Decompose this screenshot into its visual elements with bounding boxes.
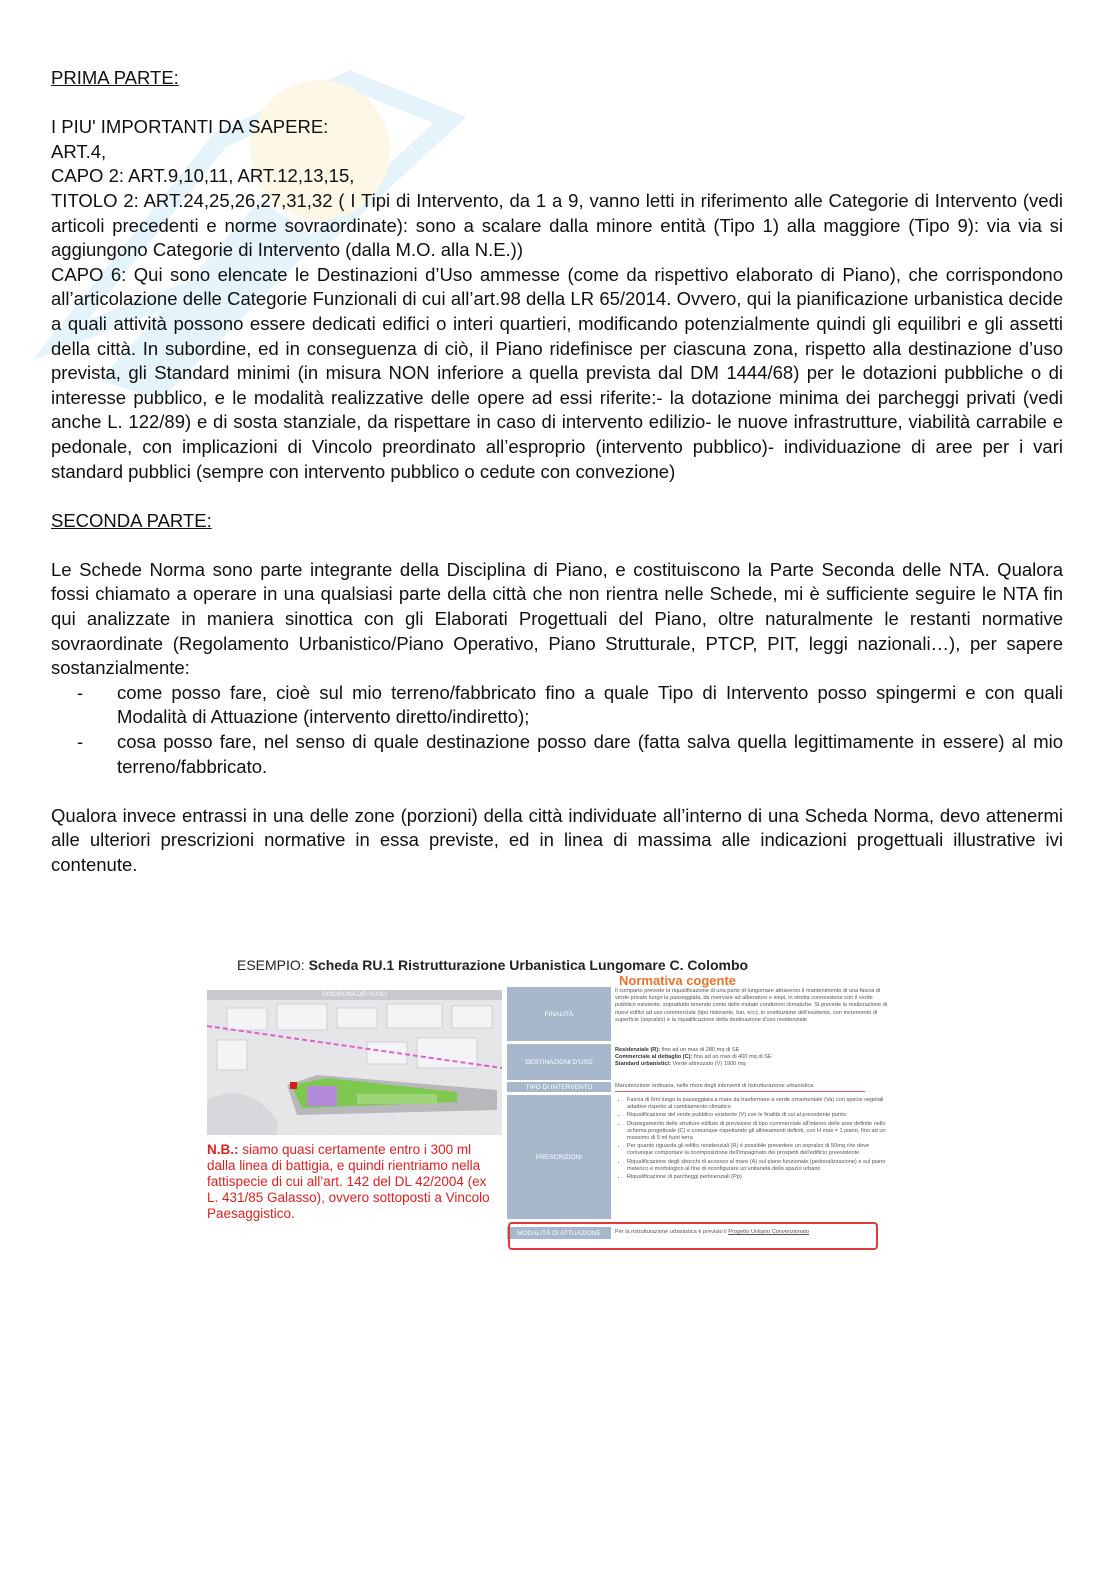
list-item: • Riqualificazione del verde pubblico esistente (V) con le finalità di cui al precedente punto [627,1112,895,1119]
bullet-dash: - [77,731,84,753]
heading-seconda-parte: SECONDA PARTE: [51,509,212,531]
highlight-box [508,1222,878,1250]
paragraph-titolo2: TITOLO 2: ART.24,25,26,27,31,32 ( I Tipi di Intervento, da 1 a 9, vanno letti in riferimento alle Categorie di Intervento (vedi articoli precedenti e norme sovraordinate): sono a scalare dalla minore entità (Tipo 1) alla maggiore (Tipo 9): via via si aggiungono Categorie di Intervento (dalla M.O. alla N.E.)) [51,189,1063,261]
site-map-image [207,990,502,1135]
row-value-finalita: Il comparto prevede la riqualificazione di una parte di lungomare attraverso il mantenimento di una fascia di verde privato lungo la passeggiata, da riservare ad alberature e siepi, in stretta connessione con il verde pubblico esistente, soprattutto tenendo conto delle mutate condizioni climatiche. Si prevede la realizzazione di nuovi edifici ad uso commerciale (tipo ristorante, bar, ecc), in sostituzione dell'esistente, con incremento di superficie (sopralzo) e la riqualificazione della destinazione d'uso residenziale [615,988,888,1023]
row-label-tipo: TIPO DI INTERVENTO [507,1082,611,1092]
line-art4: ART.4, [51,140,107,162]
list-item: - come posso fare, cioè sul mio terreno/fabbricato fino a quale Tipo di Intervento posso spingermi e con quali Modalità di Attuazione (intervento diretto/indiretto); [77,681,1063,728]
map-caption: DISCIPLINA DEI SUOLI [207,990,502,1000]
heading-prima-parte: PRIMA PARTE: [51,67,179,88]
row-label-finalita: FINALITÀ [507,987,611,1041]
modalita-link: Progetto Unitario Convenzionato [728,1229,810,1235]
row-label-modalita: MODALITÀ DI ATTUAZIONE [507,1227,611,1239]
list-item: • Riqualificazione degli sbocchi di accesso al mare (A) sul piano funzionale (pedonalizzazione) e sul piano materico e morfologico al fine di riconfigurare un'unitarietà dello spazio urbano [627,1159,895,1173]
list-item: • Per quanto riguarda gli edifici residenziali (R) è possibile prevedere un sopralzo di 50mq che deve comunque comportare la ricomposizione dell'impaginato dei prospetti dell'edificio preesistente [627,1143,895,1157]
row-label-prescrizioni: PRESCRIZIONI [507,1095,611,1219]
line-capo2: CAPO 2: ART.9,10,11, ART.12,13,15, [51,165,355,187]
row-value-prescrizioni [615,1097,895,1219]
paragraph-schede-norma: Le Schede Norma sono parte integrante della Disciplina di Piano, e costituiscono la Parte Seconda delle NTA. Qualora fossi chiamato a operare in una qualsiasi parte della città che non rientra nelle Schede, mi è sufficiente seguire le NTA fin qui analizzate in maniera sinottica con gli Elaborati Progettuali del Piano, oltre naturalmente le restanti normative sovraordinate (Regolamento Urbanistico/Piano Operativo, Piano Strutturale, PTCP, PIT, leggi nazionali…), per sapere sostanzialmente: [51,558,1063,679]
row-value-modalita: Per la ristrutturazione urbanistica è previsto il Progetto Unitario Convenzionato [615,1229,810,1235]
nb-note: N.B.: siamo quasi certamente entro i 300 ml dalla linea di battigia, e quindi rientriamo nella fattispecie di cui all’art. 142 del DL 42/2004 (ex L. 431/85 Galasso), ovvero sottoposti a Vincolo Paesaggistico. [207,1142,490,1221]
figure-title: ESEMPIO: Scheda RU.1 Ristrutturazione Urbanistica Lungomare C. Colombo [237,957,749,973]
list-item: • Dispiegamento delle strutture edilizie di previsione di tipo commerciale all'interno delle aree definite nello schema progettuale (C) e comunque rispettando gli allineamenti definiti, con H max = 1 piano, fino ad un massimo di 5 ml fuori terra [627,1121,895,1143]
line-piu-importanti: I PIU' IMPORTANTI DA SAPERE: [51,116,329,138]
paragraph-qualora: Qualora invece entrassi in una delle zone (porzioni) della città individuate all’interno di una Scheda Norma, devo attenermi alle ulteriori prescrizioni normative in essa previste, ed in linea di massima alle indicazioni progettuali illustrative ivi contenute. [51,804,1063,875]
example-figure [207,955,907,1270]
list-item: • Fascia di 6ml lungo la passeggiata a mare da trasformare a verde ornamentale (Va) con specie vegetali adattive rispetto al cambiamento climatico [627,1097,895,1111]
row-label-destinazioni: DESTINAZIONI D'USO [507,1044,611,1080]
prescrizioni-list [615,1097,895,1181]
map-drawing [207,990,502,1135]
row-value-tipo: Manutenzione ordinaria, nelle more degli interventi di ristrutturazione urbanistica [615,1083,865,1092]
document-body [51,66,1063,878]
row-value-destinazioni: Residenziale (R): fino ad un max di 280 mq di SE Commerciale al dettaglio (C): fino ad un max di 400 mq di SE Standard urbanistici: Verde attrezzato (V) 1900 mq [615,1047,772,1068]
table-title: Normativa cogente [619,973,737,988]
bullet-dash: - [77,681,84,703]
list-item: - cosa posso fare, nel senso di quale destinazione posso dare (fatta salva quella legittimamente in essere) al mio terreno/fabbricato. [77,731,1063,777]
paragraph-capo6: CAPO 6: Qui sono elencate le Destinazioni d’Uso ammesse (come da rispettivo elaborato di Piano), che corrispondono all’articolazione delle Categorie Funzionali di cui all’art.98 della LR 65/2014. Ovvero, qui la pianificazione urbanistica decide a quali attività possono essere dedicati edifici o interi quartieri, modificando potenzialmente quindi gli equilibri e gli assetti della città. In subordine, ed in conseguenza di ciò, il Piano ridefinisce per ciascuna zona, rispetto alla destinazione d’uso prevista, gli Standard minimi (in misura NON inferiore a quella prevista dal DM 1444/68) per le dotazioni pubbliche o di interesse pubblico, e le modalità realizzative delle opere ad essi riferite:- la dotazione minima dei parcheggi privati (vedi anche L. 122/89) e di sosta stanziale, da rispettare in caso di intervento edilizio- le nuove infrastrutture, viabilità carrabile e pedonale, con implicazioni di Vincolo preordinato all’esproprio (intervento pubblico)- individuazione di aree per i vari standard pubblici (sempre con intervento pubblico o cedute con convezione) [51,263,1063,482]
bullet-list [51,681,1063,779]
list-item: • Riqualificazione di parcheggi pertinenziali (Pp) [627,1174,895,1181]
